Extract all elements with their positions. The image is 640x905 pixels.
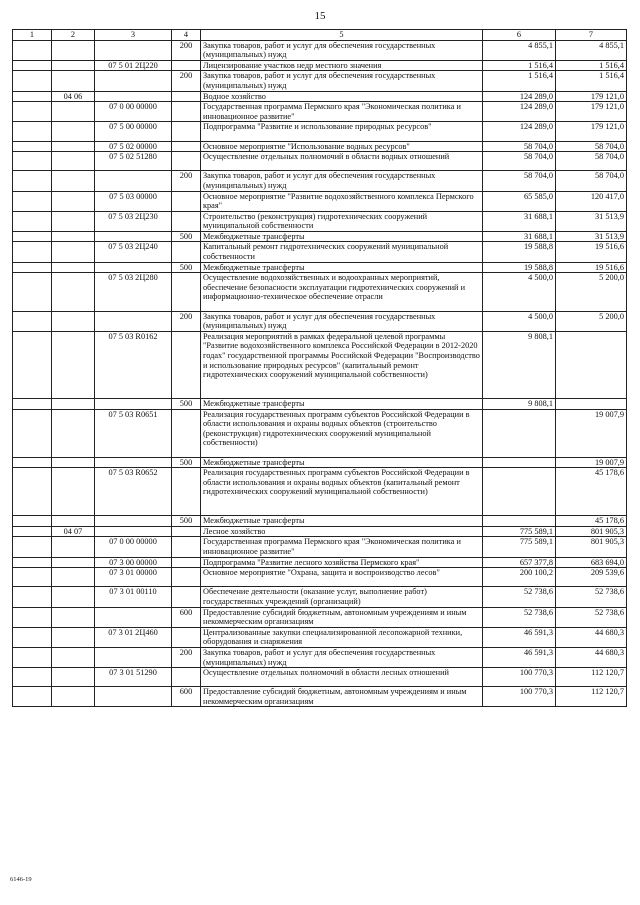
amount-year2-cell: 179 121,0 <box>556 102 627 122</box>
expense-type-cell: 200 <box>172 40 201 60</box>
amount-year1-cell <box>483 468 556 516</box>
table-row <box>13 152 627 171</box>
budget-table <box>12 29 627 707</box>
expense-type-cell: 500 <box>172 516 201 527</box>
item-name-cell: Реализация мероприятий в рамках федеральной целевой программы "Развитие водохозяйственного комплекса Российской Федерации в 2012-2020 годах" государственной программы Российской Федерации "Воспроизводство и использование природных ресурсов" (капитальный ремонт гидротехнических сооружений муниципальной собственности) <box>201 331 483 398</box>
expense-type-cell <box>172 409 201 457</box>
target-article-cell: 07 5 03 2Ц230 <box>95 211 172 231</box>
expense-type-cell: 500 <box>172 231 201 242</box>
amount-year2-cell: 5 200,0 <box>556 273 627 311</box>
amount-year2-cell: 112 120,7 <box>556 668 627 687</box>
section-cell <box>13 262 52 273</box>
expense-type-cell <box>172 60 201 71</box>
column-header: 2 <box>52 30 95 41</box>
expense-type-cell <box>172 102 201 122</box>
target-article-cell: 07 3 00 00000 <box>95 557 172 568</box>
table-row <box>13 557 627 568</box>
expense-type-cell <box>172 331 201 398</box>
column-header: 4 <box>172 30 201 41</box>
item-name-cell: Закупка товаров, работ и услуг для обеспечения государственных (муниципальных) нужд <box>201 647 483 667</box>
item-name-cell: Межбюджетные трансферты <box>201 231 483 242</box>
table-row <box>13 311 627 331</box>
subsection-cell <box>52 331 95 398</box>
amount-year2-cell: 44 680,3 <box>556 647 627 667</box>
amount-year1-cell: 19 588,8 <box>483 262 556 273</box>
target-article-cell <box>95 526 172 537</box>
subsection-cell <box>52 152 95 171</box>
item-name-cell: Межбюджетные трансферты <box>201 457 483 468</box>
expense-type-cell <box>172 627 201 647</box>
target-article-cell: 07 5 02 51280 <box>95 152 172 171</box>
target-article-cell: 07 0 00 00000 <box>95 537 172 557</box>
expense-type-cell <box>172 468 201 516</box>
target-article-cell <box>95 311 172 331</box>
amount-year1-cell: 200 100,2 <box>483 568 556 587</box>
amount-year1-cell: 19 588,8 <box>483 242 556 262</box>
amount-year1-cell: 58 704,0 <box>483 152 556 171</box>
section-cell <box>13 311 52 331</box>
amount-year1-cell: 31 688,1 <box>483 231 556 242</box>
subsection-cell <box>52 627 95 647</box>
subsection-cell <box>52 242 95 262</box>
section-cell <box>13 191 52 211</box>
column-header: 5 <box>201 30 483 41</box>
subsection-cell <box>52 231 95 242</box>
amount-year1-cell: 31 688,1 <box>483 211 556 231</box>
subsection-cell: 04 07 <box>52 526 95 537</box>
item-name-cell: Лесное хозяйство <box>201 526 483 537</box>
item-name-cell: Межбюджетные трансферты <box>201 262 483 273</box>
subsection-cell <box>52 191 95 211</box>
amount-year1-cell: 100 770,3 <box>483 687 556 707</box>
amount-year1-cell: 9 808,1 <box>483 331 556 398</box>
item-name-cell: Закупка товаров, работ и услуг для обеспечения государственных (муниципальных) нужд <box>201 71 483 91</box>
subsection-cell <box>52 122 95 141</box>
item-name-cell: Основное мероприятие "Развитие водохозяйственного комплекса Пермского края" <box>201 191 483 211</box>
subsection-cell <box>52 568 95 587</box>
subsection-cell <box>52 211 95 231</box>
amount-year1-cell: 9 808,1 <box>483 399 556 410</box>
column-header-row <box>13 30 627 41</box>
target-article-cell <box>95 647 172 667</box>
amount-year1-cell: 124 289,0 <box>483 102 556 122</box>
amount-year2-cell: 801 905,3 <box>556 526 627 537</box>
expense-type-cell <box>172 242 201 262</box>
section-cell <box>13 60 52 71</box>
table-body <box>13 30 627 707</box>
amount-year2-cell <box>556 331 627 398</box>
section-cell <box>13 687 52 707</box>
amount-year2-cell: 5 200,0 <box>556 311 627 331</box>
subsection-cell <box>52 647 95 667</box>
target-article-cell <box>95 171 172 191</box>
target-article-cell: 07 5 02 00000 <box>95 141 172 152</box>
table-row <box>13 262 627 273</box>
subsection-cell: 04 06 <box>52 91 95 102</box>
target-article-cell: 07 5 03 2Ц280 <box>95 273 172 311</box>
target-article-cell <box>95 457 172 468</box>
target-article-cell <box>95 71 172 91</box>
amount-year2-cell <box>556 399 627 410</box>
table-row <box>13 60 627 71</box>
target-article-cell: 07 5 03 2Ц240 <box>95 242 172 262</box>
item-name-cell: Государственная программа Пермского края "Экономическая политика и инновационное развитие" <box>201 537 483 557</box>
document-code: 6146-19 <box>10 876 32 883</box>
table-row <box>13 71 627 91</box>
target-article-cell <box>95 607 172 627</box>
subsection-cell <box>52 687 95 707</box>
section-cell <box>13 568 52 587</box>
table-row <box>13 457 627 468</box>
section-cell <box>13 668 52 687</box>
subsection-cell <box>52 171 95 191</box>
amount-year2-cell: 31 513,9 <box>556 231 627 242</box>
item-name-cell: Водное хозяйство <box>201 91 483 102</box>
section-cell <box>13 331 52 398</box>
expense-type-cell <box>172 122 201 141</box>
subsection-cell <box>52 587 95 607</box>
table-row <box>13 587 627 607</box>
column-header: 6 <box>483 30 556 41</box>
section-cell <box>13 399 52 410</box>
amount-year2-cell: 52 738,6 <box>556 587 627 607</box>
section-cell <box>13 242 52 262</box>
target-article-cell: 07 3 01 51290 <box>95 668 172 687</box>
section-cell <box>13 273 52 311</box>
amount-year1-cell: 46 591,3 <box>483 647 556 667</box>
amount-year2-cell: 58 704,0 <box>556 171 627 191</box>
item-name-cell: Межбюджетные трансферты <box>201 399 483 410</box>
amount-year2-cell: 52 738,6 <box>556 607 627 627</box>
expense-type-cell: 200 <box>172 171 201 191</box>
amount-year2-cell: 58 704,0 <box>556 141 627 152</box>
subsection-cell <box>52 457 95 468</box>
table-row <box>13 242 627 262</box>
section-cell <box>13 141 52 152</box>
target-article-cell: 07 5 00 00000 <box>95 122 172 141</box>
table-row <box>13 102 627 122</box>
amount-year2-cell: 120 417,0 <box>556 191 627 211</box>
item-name-cell: Подпрограмма "Развитие и использование природных ресурсов" <box>201 122 483 141</box>
section-cell <box>13 457 52 468</box>
table-row <box>13 40 627 60</box>
target-article-cell: 07 3 01 00110 <box>95 587 172 607</box>
subsection-cell <box>52 102 95 122</box>
item-name-cell: Закупка товаров, работ и услуг для обеспечения государственных (муниципальных) нужд <box>201 171 483 191</box>
item-name-cell: Лицензирование участков недр местного значения <box>201 60 483 71</box>
amount-year1-cell: 46 591,3 <box>483 627 556 647</box>
amount-year2-cell: 179 121,0 <box>556 91 627 102</box>
amount-year1-cell: 52 738,6 <box>483 587 556 607</box>
expense-type-cell <box>172 526 201 537</box>
amount-year2-cell: 112 120,7 <box>556 687 627 707</box>
section-cell <box>13 409 52 457</box>
section-cell <box>13 211 52 231</box>
table-row <box>13 687 627 707</box>
target-article-cell: 07 0 00 00000 <box>95 102 172 122</box>
section-cell <box>13 91 52 102</box>
table-row <box>13 468 627 516</box>
target-article-cell <box>95 399 172 410</box>
amount-year1-cell: 775 589,1 <box>483 526 556 537</box>
target-article-cell <box>95 231 172 242</box>
amount-year2-cell: 4 855,1 <box>556 40 627 60</box>
table-row <box>13 171 627 191</box>
table-row <box>13 647 627 667</box>
amount-year1-cell <box>483 457 556 468</box>
section-cell <box>13 627 52 647</box>
item-name-cell: Подпрограмма "Развитие лесного хозяйства Пермского края" <box>201 557 483 568</box>
target-article-cell <box>95 687 172 707</box>
expense-type-cell <box>172 191 201 211</box>
section-cell <box>13 526 52 537</box>
table-row <box>13 191 627 211</box>
column-header: 7 <box>556 30 627 41</box>
table-row <box>13 399 627 410</box>
section-cell <box>13 607 52 627</box>
section-cell <box>13 647 52 667</box>
amount-year2-cell: 1 516,4 <box>556 60 627 71</box>
expense-type-cell: 500 <box>172 399 201 410</box>
subsection-cell <box>52 273 95 311</box>
expense-type-cell <box>172 537 201 557</box>
expense-type-cell <box>172 141 201 152</box>
subsection-cell <box>52 537 95 557</box>
section-cell <box>13 152 52 171</box>
section-cell <box>13 71 52 91</box>
subsection-cell <box>52 60 95 71</box>
table-row <box>13 409 627 457</box>
amount-year2-cell: 179 121,0 <box>556 122 627 141</box>
subsection-cell <box>52 557 95 568</box>
subsection-cell <box>52 668 95 687</box>
expense-type-cell: 200 <box>172 71 201 91</box>
expense-type-cell <box>172 91 201 102</box>
expense-type-cell <box>172 211 201 231</box>
amount-year1-cell: 65 585,0 <box>483 191 556 211</box>
expense-type-cell: 600 <box>172 607 201 627</box>
expense-type-cell <box>172 273 201 311</box>
section-cell <box>13 171 52 191</box>
amount-year1-cell <box>483 516 556 527</box>
amount-year1-cell: 657 377,8 <box>483 557 556 568</box>
section-cell <box>13 468 52 516</box>
item-name-cell: Основное мероприятие "Использование водных ресурсов" <box>201 141 483 152</box>
item-name-cell: Обеспечение деятельности (оказание услуг, выполнение работ) государственных учреждений (организаций) <box>201 587 483 607</box>
target-article-cell <box>95 262 172 273</box>
subsection-cell <box>52 399 95 410</box>
table-row <box>13 91 627 102</box>
page-number: 15 <box>314 10 326 22</box>
section-cell <box>13 40 52 60</box>
amount-year1-cell: 124 289,0 <box>483 122 556 141</box>
table-row <box>13 537 627 557</box>
subsection-cell <box>52 516 95 527</box>
amount-year2-cell: 19 007,9 <box>556 457 627 468</box>
amount-year1-cell: 124 289,0 <box>483 91 556 102</box>
table-row <box>13 526 627 537</box>
expense-type-cell <box>172 668 201 687</box>
item-name-cell: Строительство (реконструкция) гидротехнических сооружений муниципальной собственности <box>201 211 483 231</box>
subsection-cell <box>52 311 95 331</box>
item-name-cell: Централизованные закупки специализированной лесопожарной техники, оборудования и снаряжения <box>201 627 483 647</box>
amount-year2-cell: 801 905,3 <box>556 537 627 557</box>
section-cell <box>13 537 52 557</box>
column-header: 3 <box>95 30 172 41</box>
item-name-cell: Осуществление отдельных полномочий в области лесных отношений <box>201 668 483 687</box>
column-header: 1 <box>13 30 52 41</box>
amount-year1-cell: 100 770,3 <box>483 668 556 687</box>
target-article-cell: 07 3 01 2Ц460 <box>95 627 172 647</box>
amount-year2-cell: 683 694,0 <box>556 557 627 568</box>
item-name-cell: Осуществление отдельных полномочий в области водных отношений <box>201 152 483 171</box>
amount-year1-cell: 4 855,1 <box>483 40 556 60</box>
item-name-cell: Основное мероприятие "Охрана, защита и воспроизводство лесов" <box>201 568 483 587</box>
item-name-cell: Осуществление водохозяйственных и водоохранных мероприятий, обеспечение безопасности эксплуатации гидротехнических сооружений и информационно-техническое обеспечение отрасли <box>201 273 483 311</box>
section-cell <box>13 587 52 607</box>
target-article-cell: 07 5 03 R0652 <box>95 468 172 516</box>
table-row <box>13 273 627 311</box>
target-article-cell <box>95 91 172 102</box>
target-article-cell: 07 5 01 2Ц220 <box>95 60 172 71</box>
item-name-cell: Государственная программа Пермского края "Экономическая политика и инновационное развитие" <box>201 102 483 122</box>
expense-type-cell <box>172 587 201 607</box>
item-name-cell: Межбюджетные трансферты <box>201 516 483 527</box>
table-row <box>13 668 627 687</box>
amount-year1-cell: 1 516,4 <box>483 71 556 91</box>
amount-year2-cell: 1 516,4 <box>556 71 627 91</box>
item-name-cell: Реализация государственных программ субъектов Российской Федерации в области использования и охраны водных объектов (капитальный ремонт гидротехнических сооружений муниципальной собственности) <box>201 468 483 516</box>
target-article-cell <box>95 516 172 527</box>
expense-type-cell: 600 <box>172 687 201 707</box>
amount-year1-cell: 775 589,1 <box>483 537 556 557</box>
target-article-cell: 07 3 01 00000 <box>95 568 172 587</box>
expense-type-cell <box>172 568 201 587</box>
amount-year2-cell: 19 516,6 <box>556 242 627 262</box>
amount-year2-cell: 44 680,3 <box>556 627 627 647</box>
subsection-cell <box>52 607 95 627</box>
amount-year1-cell: 52 738,6 <box>483 607 556 627</box>
section-cell <box>13 102 52 122</box>
amount-year1-cell: 4 500,0 <box>483 311 556 331</box>
table-row <box>13 627 627 647</box>
table-row <box>13 231 627 242</box>
amount-year1-cell: 58 704,0 <box>483 171 556 191</box>
amount-year2-cell: 45 178,6 <box>556 516 627 527</box>
amount-year2-cell: 19 007,9 <box>556 409 627 457</box>
amount-year1-cell: 1 516,4 <box>483 60 556 71</box>
expense-type-cell: 500 <box>172 457 201 468</box>
expense-type-cell <box>172 152 201 171</box>
amount-year1-cell: 4 500,0 <box>483 273 556 311</box>
subsection-cell <box>52 40 95 60</box>
expense-type-cell: 200 <box>172 311 201 331</box>
amount-year1-cell <box>483 409 556 457</box>
table-row <box>13 141 627 152</box>
subsection-cell <box>52 71 95 91</box>
section-cell <box>13 516 52 527</box>
subsection-cell <box>52 262 95 273</box>
table-row <box>13 516 627 527</box>
table-row <box>13 211 627 231</box>
item-name-cell: Закупка товаров, работ и услуг для обеспечения государственных (муниципальных) нужд <box>201 40 483 60</box>
target-article-cell: 07 5 03 R0651 <box>95 409 172 457</box>
amount-year1-cell: 58 704,0 <box>483 141 556 152</box>
section-cell <box>13 557 52 568</box>
target-article-cell <box>95 40 172 60</box>
target-article-cell: 07 5 03 00000 <box>95 191 172 211</box>
expense-type-cell <box>172 557 201 568</box>
subsection-cell <box>52 141 95 152</box>
expense-type-cell: 500 <box>172 262 201 273</box>
item-name-cell: Предоставление субсидий бюджетным, автономным учреждениям и иным некоммерческим организациям <box>201 607 483 627</box>
section-cell <box>13 122 52 141</box>
target-article-cell: 07 5 03 R0162 <box>95 331 172 398</box>
table-row <box>13 607 627 627</box>
subsection-cell <box>52 468 95 516</box>
amount-year2-cell: 209 539,6 <box>556 568 627 587</box>
expense-type-cell: 200 <box>172 647 201 667</box>
item-name-cell: Реализация государственных программ субъектов Российской Федерации в области использования и охраны водных объектов (строительство (реконструкция) гидротехнических сооружений муниципальной собственности) <box>201 409 483 457</box>
item-name-cell: Капитальный ремонт гидротехнических сооружений муниципальной собственности <box>201 242 483 262</box>
table-row <box>13 331 627 398</box>
amount-year2-cell: 45 178,6 <box>556 468 627 516</box>
section-cell <box>13 231 52 242</box>
amount-year2-cell: 58 704,0 <box>556 152 627 171</box>
subsection-cell <box>52 409 95 457</box>
amount-year2-cell: 31 513,9 <box>556 211 627 231</box>
table-row <box>13 568 627 587</box>
item-name-cell: Предоставление субсидий бюджетным, автономным учреждениям и иным некоммерческим организациям <box>201 687 483 707</box>
item-name-cell: Закупка товаров, работ и услуг для обеспечения государственных (муниципальных) нужд <box>201 311 483 331</box>
amount-year2-cell: 19 516,6 <box>556 262 627 273</box>
table-row <box>13 122 627 141</box>
